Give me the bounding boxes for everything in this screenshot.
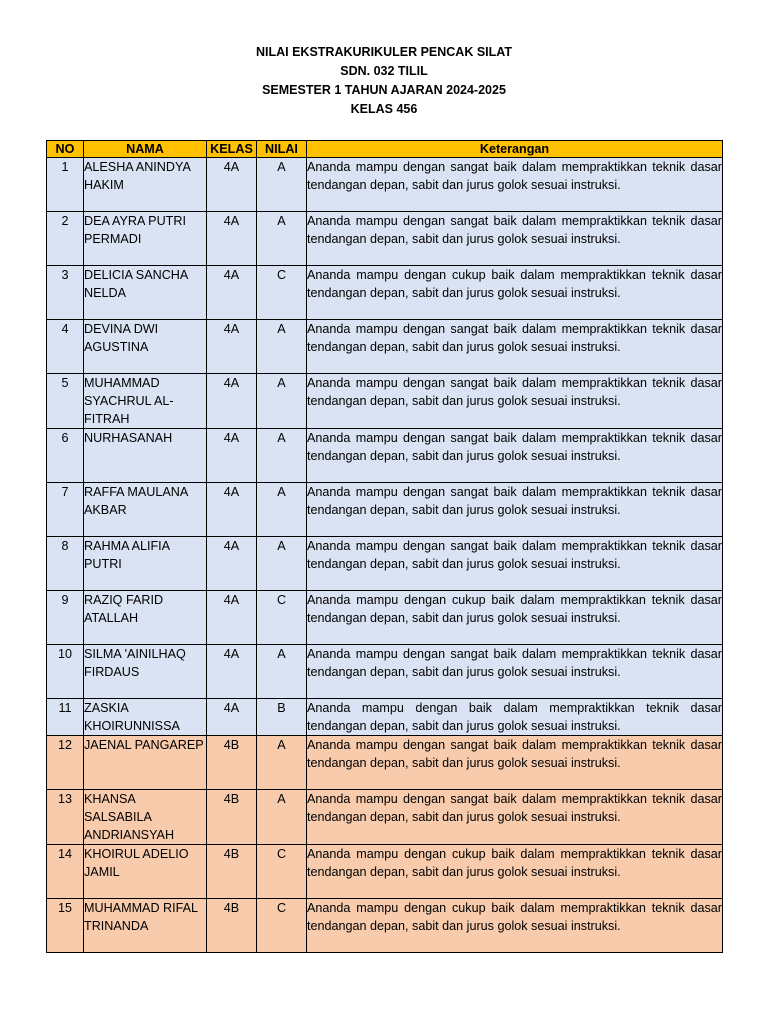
cell-kelas: 4A <box>207 320 257 374</box>
cell-keterangan: Ananda mampu dengan cukup baik dalam mempraktikkan teknik dasar tendangan depan, sabit dan jurus golok sesuai instruksi. <box>307 266 723 320</box>
class-group: KELAS 456 <box>350 102 418 116</box>
school-name: SDN. 032 TILIL <box>340 64 428 78</box>
cell-no: 4 <box>47 320 84 374</box>
cell-kelas: 4A <box>207 374 257 429</box>
cell-keterangan: Ananda mampu dengan sangat baik dalam mempraktikkan teknik dasar tendangan depan, sabit dan jurus golok sesuai instruksi. <box>307 374 723 429</box>
cell-nilai: A <box>257 212 307 266</box>
column-header-keterangan: Keterangan <box>307 141 723 158</box>
cell-kelas: 4B <box>207 899 257 953</box>
cell-kelas: 4B <box>207 790 257 845</box>
cell-nilai: C <box>257 899 307 953</box>
cell-no: 3 <box>47 266 84 320</box>
cell-nilai: B <box>257 699 307 736</box>
cell-keterangan: Ananda mampu dengan sangat baik dalam mempraktikkan teknik dasar tendangan depan, sabit dan jurus golok sesuai instruksi. <box>307 645 723 699</box>
column-header-no: NO <box>47 141 84 158</box>
cell-nama: KHOIRUL ADELIO JAMIL <box>84 845 207 899</box>
cell-keterangan: Ananda mampu dengan cukup baik dalam mempraktikkan teknik dasar tendangan depan, sabit dan jurus golok sesuai instruksi. <box>307 899 723 953</box>
cell-nama: ALESHA ANINDYA HAKIM <box>84 158 207 212</box>
cell-kelas: 4B <box>207 845 257 899</box>
column-header-nama: NAMA <box>84 141 207 158</box>
cell-kelas: 4A <box>207 699 257 736</box>
cell-keterangan: Ananda mampu dengan cukup baik dalam mempraktikkan teknik dasar tendangan depan, sabit dan jurus golok sesuai instruksi. <box>307 845 723 899</box>
cell-no: 1 <box>47 158 84 212</box>
cell-nama: KHANSA SALSABILA ANDRIANSYAH <box>84 790 207 845</box>
cell-nilai: A <box>257 645 307 699</box>
table-row <box>47 899 723 953</box>
cell-no: 10 <box>47 645 84 699</box>
cell-kelas: 4A <box>207 212 257 266</box>
cell-nilai: A <box>257 158 307 212</box>
cell-no: 11 <box>47 699 84 736</box>
table-row <box>47 736 723 790</box>
cell-nama: RAFFA MAULANA AKBAR <box>84 483 207 537</box>
cell-keterangan: Ananda mampu dengan sangat baik dalam mempraktikkan teknik dasar tendangan depan, sabit dan jurus golok sesuai instruksi. <box>307 212 723 266</box>
cell-no: 12 <box>47 736 84 790</box>
cell-nilai: A <box>257 483 307 537</box>
semester-line: SEMESTER 1 TAHUN AJARAN 2024-2025 <box>262 83 506 97</box>
cell-nilai: A <box>257 374 307 429</box>
table-row <box>47 591 723 645</box>
cell-keterangan: Ananda mampu dengan sangat baik dalam mempraktikkan teknik dasar tendangan depan, sabit dan jurus golok sesuai instruksi. <box>307 483 723 537</box>
cell-no: 9 <box>47 591 84 645</box>
table-row <box>47 699 723 736</box>
table-row <box>47 429 723 483</box>
table-row <box>47 645 723 699</box>
cell-nama: RAZIQ FARID ATALLAH <box>84 591 207 645</box>
cell-keterangan: Ananda mampu dengan cukup baik dalam mempraktikkan teknik dasar tendangan depan, sabit dan jurus golok sesuai instruksi. <box>307 591 723 645</box>
cell-nama: RAHMA ALIFIA PUTRI <box>84 537 207 591</box>
cell-nama: DELICIA SANCHA NELDA <box>84 266 207 320</box>
table-row <box>47 320 723 374</box>
cell-keterangan: Ananda mampu dengan sangat baik dalam mempraktikkan teknik dasar tendangan depan, sabit dan jurus golok sesuai instruksi. <box>307 429 723 483</box>
cell-no: 13 <box>47 790 84 845</box>
cell-kelas: 4A <box>207 266 257 320</box>
cell-no: 5 <box>47 374 84 429</box>
cell-keterangan: Ananda mampu dengan sangat baik dalam mempraktikkan teknik dasar tendangan depan, sabit dan jurus golok sesuai instruksi. <box>307 736 723 790</box>
cell-nilai: A <box>257 736 307 790</box>
cell-nama: JAENAL PANGAREP <box>84 736 207 790</box>
cell-keterangan: Ananda mampu dengan sangat baik dalam mempraktikkan teknik dasar tendangan depan, sabit dan jurus golok sesuai instruksi. <box>307 790 723 845</box>
table-row <box>47 790 723 845</box>
grades-table <box>46 140 723 953</box>
cell-kelas: 4A <box>207 429 257 483</box>
table-row <box>47 158 723 212</box>
cell-nilai: C <box>257 845 307 899</box>
table-row <box>47 537 723 591</box>
table-header-row <box>47 141 723 158</box>
table-row <box>47 483 723 537</box>
cell-kelas: 4A <box>207 483 257 537</box>
cell-nilai: A <box>257 429 307 483</box>
cell-kelas: 4A <box>207 645 257 699</box>
cell-nilai: A <box>257 320 307 374</box>
cell-nama: DEVINA DWI AGUSTINA <box>84 320 207 374</box>
column-header-kelas: KELAS <box>207 141 257 158</box>
cell-nama: SILMA 'AINILHAQ FIRDAUS <box>84 645 207 699</box>
table-row <box>47 266 723 320</box>
cell-nilai: A <box>257 790 307 845</box>
cell-nama: DEA AYRA PUTRI PERMADI <box>84 212 207 266</box>
cell-no: 14 <box>47 845 84 899</box>
column-header-nilai: NILAI <box>257 141 307 158</box>
cell-kelas: 4A <box>207 158 257 212</box>
table-row <box>47 374 723 429</box>
document-heading <box>0 43 768 119</box>
cell-no: 6 <box>47 429 84 483</box>
cell-no: 2 <box>47 212 84 266</box>
cell-nama: NURHASANAH <box>84 429 207 483</box>
cell-nama: MUHAMMAD SYACHRUL AL-FITRAH <box>84 374 207 429</box>
table-row <box>47 212 723 266</box>
table-row <box>47 845 723 899</box>
cell-nama: MUHAMMAD RIFAL TRINANDA <box>84 899 207 953</box>
cell-no: 7 <box>47 483 84 537</box>
cell-keterangan: Ananda mampu dengan sangat baik dalam mempraktikkan teknik dasar tendangan depan, sabit dan jurus golok sesuai instruksi. <box>307 158 723 212</box>
cell-nama: ZASKIA KHOIRUNNISSA <box>84 699 207 736</box>
cell-kelas: 4A <box>207 537 257 591</box>
cell-nilai: A <box>257 537 307 591</box>
cell-nilai: C <box>257 266 307 320</box>
cell-kelas: 4B <box>207 736 257 790</box>
document-title: NILAI EKSTRAKURIKULER PENCAK SILAT <box>255 45 513 59</box>
cell-nilai: C <box>257 591 307 645</box>
cell-no: 15 <box>47 899 84 953</box>
cell-kelas: 4A <box>207 591 257 645</box>
cell-keterangan: Ananda mampu dengan baik dalam mempraktikkan teknik dasar tendangan depan, sabit dan jurus golok sesuai instruksi. <box>307 699 723 736</box>
cell-keterangan: Ananda mampu dengan sangat baik dalam mempraktikkan teknik dasar tendangan depan, sabit dan jurus golok sesuai instruksi. <box>307 537 723 591</box>
cell-no: 8 <box>47 537 84 591</box>
cell-keterangan: Ananda mampu dengan sangat baik dalam mempraktikkan teknik dasar tendangan depan, sabit dan jurus golok sesuai instruksi. <box>307 320 723 374</box>
